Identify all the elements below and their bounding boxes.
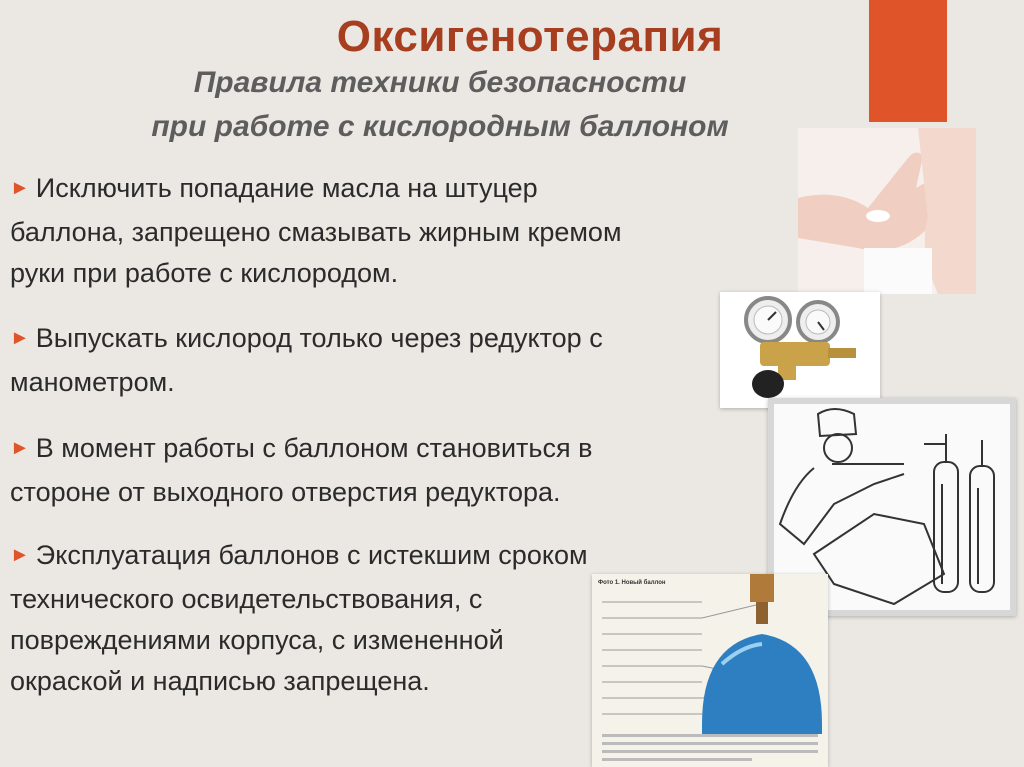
bullet-arrow-icon: ► — [10, 327, 30, 349]
subtitle-line-1: Правила техники безопасности — [193, 66, 687, 99]
bullet-item — [10, 428, 710, 513]
bullet-line: руки при работе с кислородом. — [10, 258, 399, 288]
regulator-gauge-image — [720, 292, 880, 408]
bullet-line: ► Исключить попадание масла на штуцер — [10, 173, 538, 203]
bullet-arrow-icon: ► — [10, 437, 30, 459]
blue-cylinder-image — [592, 574, 828, 767]
cylinder-label: Фото 1. Новый баллон — [598, 580, 666, 586]
hands-cream-photo — [798, 128, 976, 294]
cylinder-annotated-photo — [592, 574, 828, 767]
hands-cream-image — [798, 128, 976, 294]
bullet-line: ► Эксплуатация баллонов с истекшим сроком — [10, 540, 588, 570]
bullet-arrow-icon: ► — [10, 177, 30, 199]
bullet-line: манометром. — [10, 367, 175, 397]
regulator-photo — [720, 292, 880, 408]
bullet-arrow-icon: ► — [10, 544, 30, 566]
bullet-line: стороне от выходного отверстия редуктора. — [10, 477, 561, 507]
bullet-line: ► Выпускать кислород только через редуктор с — [10, 323, 603, 353]
bullet-item — [10, 318, 710, 403]
bullet-line: баллона, запрещено смазывать жирным кремом — [10, 217, 622, 247]
subtitle-line-2: при работе с кислородным баллоном — [151, 110, 729, 143]
bullet-line: окраской и надписью запрещена. — [10, 666, 430, 696]
bullet-line: повреждениями корпуса, с измененной — [10, 625, 504, 655]
bullet-line: технического освидетельствования, с — [10, 584, 483, 614]
bullet-item — [10, 168, 710, 294]
slide-title: Оксигенотерапия — [336, 12, 724, 61]
bullet-line: ► В момент работы с баллоном становиться в — [10, 433, 593, 463]
